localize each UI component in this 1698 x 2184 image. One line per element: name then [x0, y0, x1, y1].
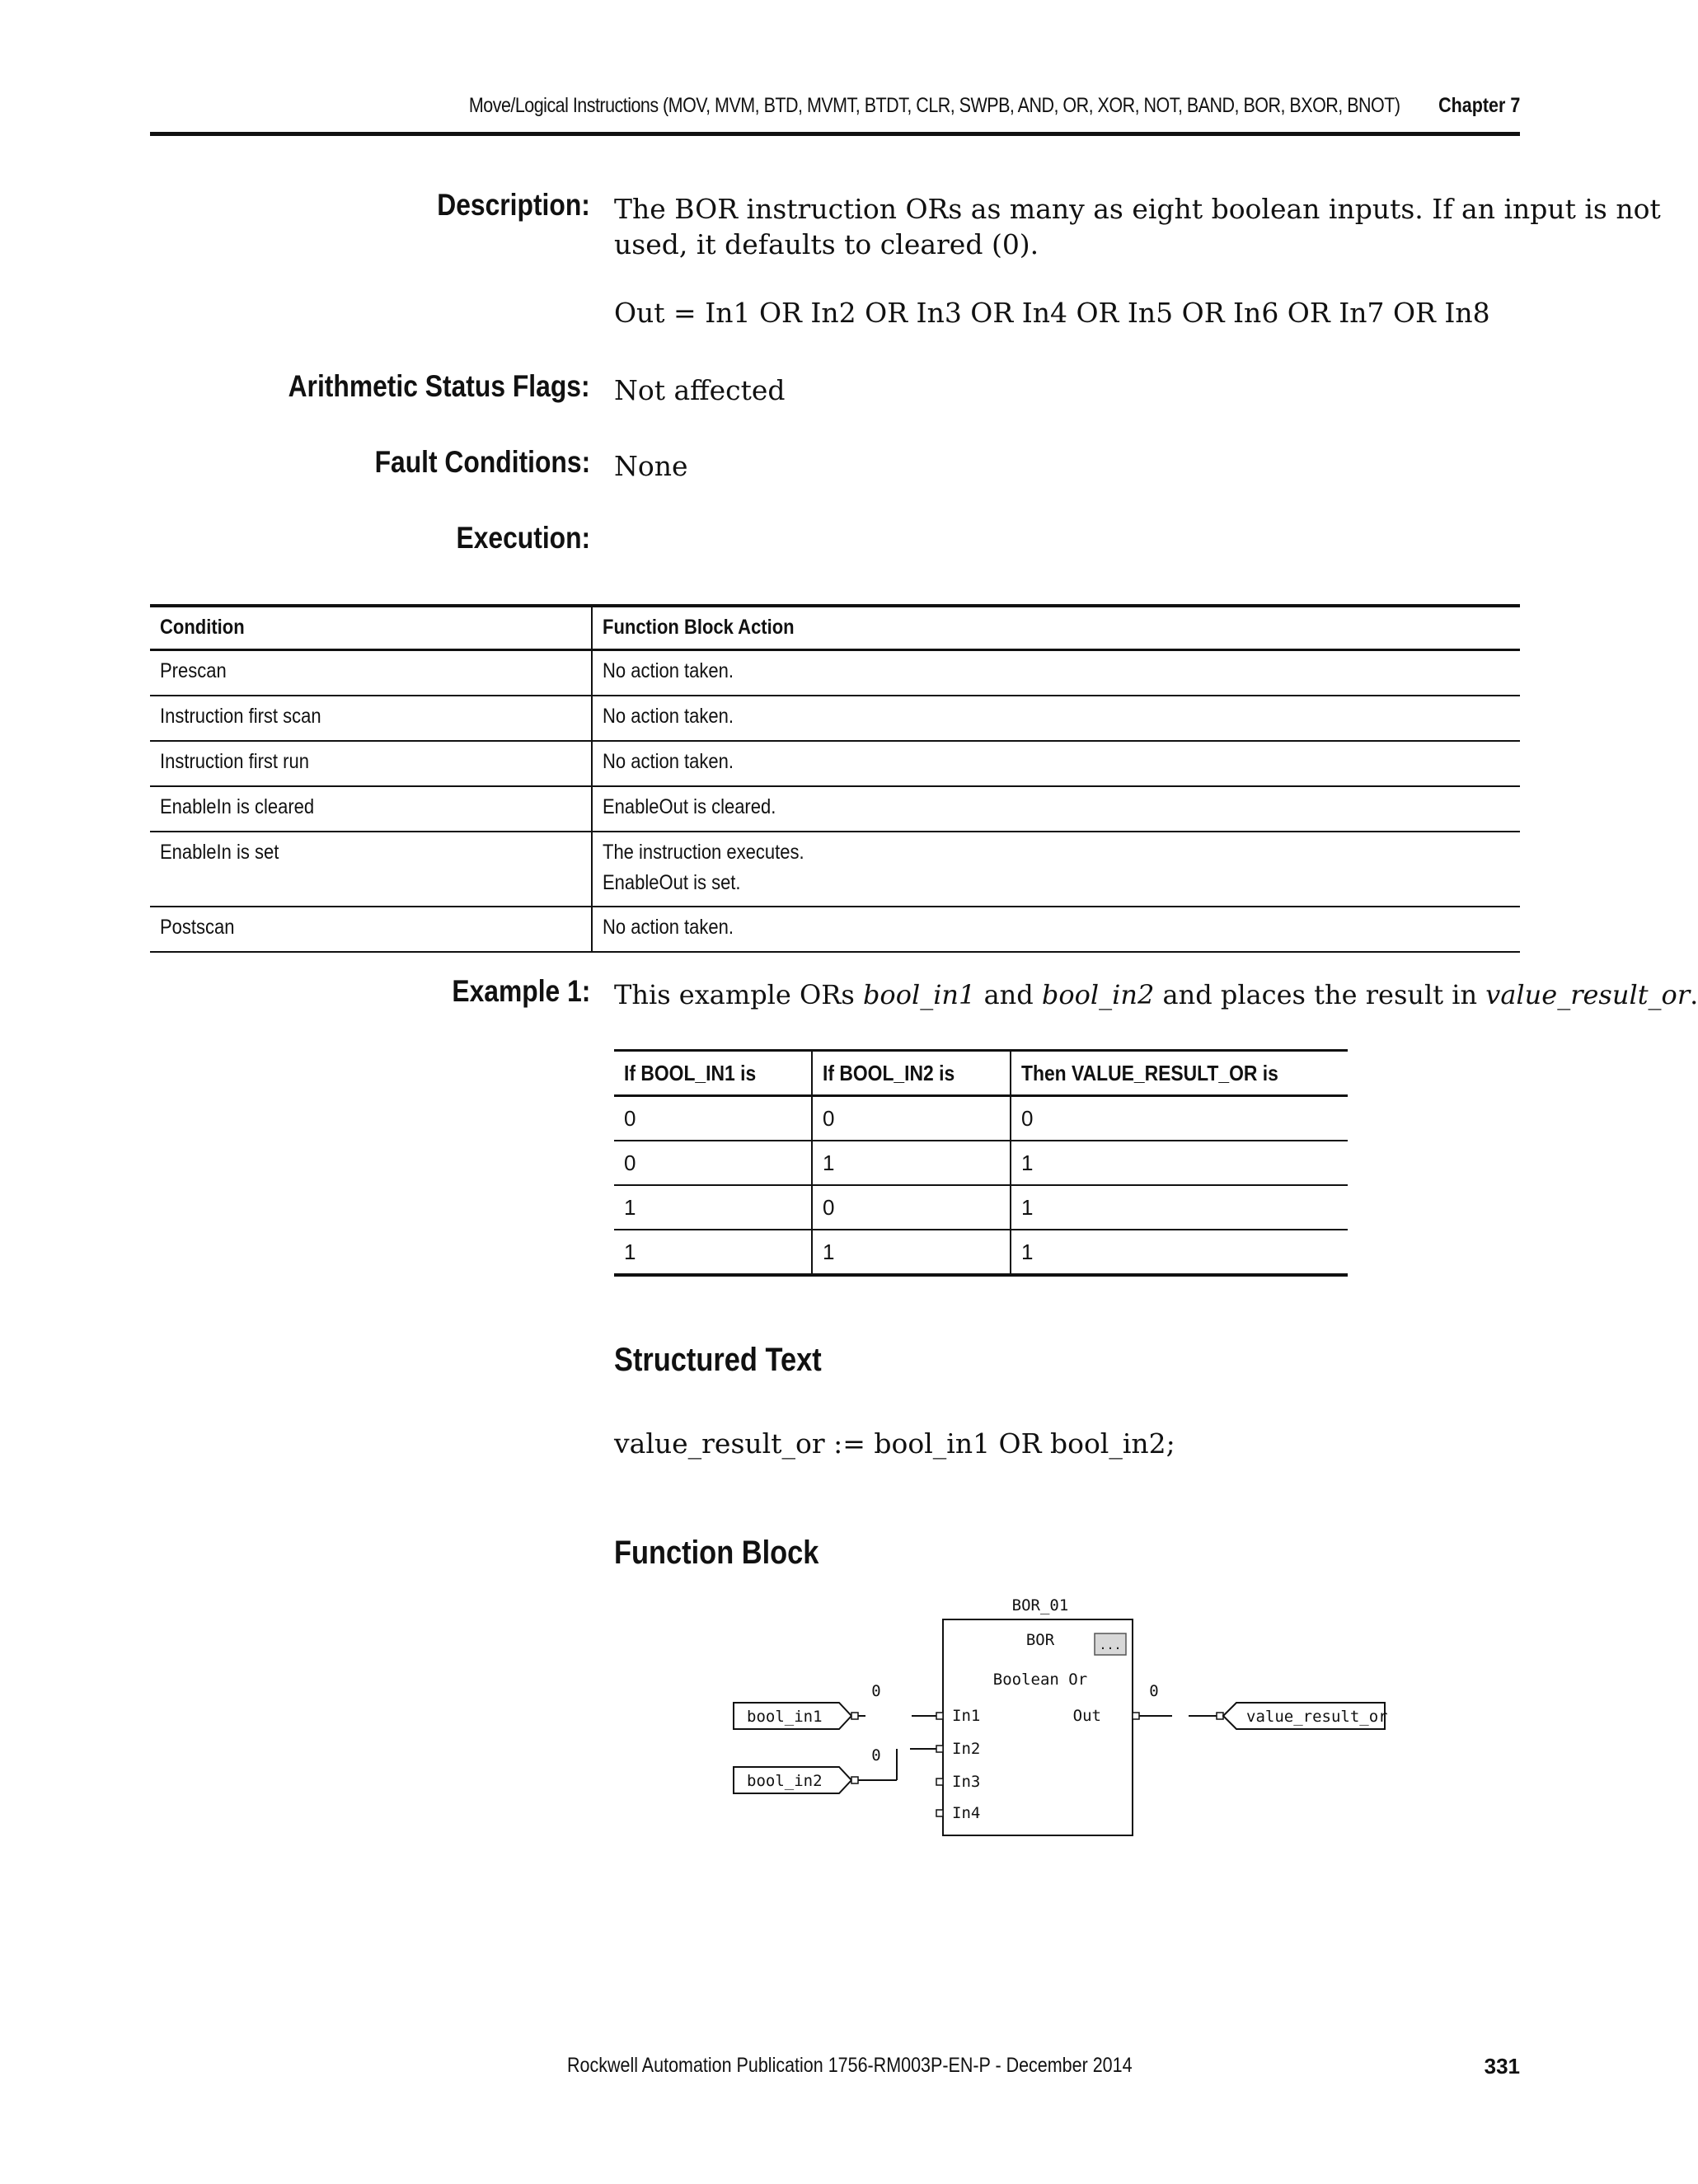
- flags-value: Not affected: [614, 374, 786, 406]
- action-cell: No action taken.: [592, 907, 1520, 952]
- svg-text:In1: In1: [952, 1707, 981, 1725]
- svg-text:bool_in2: bool_in2: [747, 1772, 823, 1790]
- input-value-2: 0: [871, 1746, 881, 1765]
- svg-text:value_result_or: value_result_or: [1246, 1708, 1388, 1726]
- table-row: [614, 1096, 1348, 1141]
- block-description: Boolean Or: [992, 1671, 1088, 1689]
- table-row: [150, 650, 1520, 696]
- table-row: [614, 1185, 1348, 1230]
- description-line-1: The BOR instruction ORs as many as eight boolean inputs. If an input is not: [614, 193, 1661, 225]
- table-row: [150, 786, 1520, 832]
- column-header: Then VALUE_RESULT_OR is: [1011, 1051, 1348, 1096]
- table-cell: 1: [1011, 1185, 1348, 1230]
- table-cell: 1: [614, 1185, 812, 1230]
- table-cell: 1: [614, 1230, 812, 1275]
- table-cell: 0: [812, 1185, 1011, 1230]
- properties-button-label: ...: [1099, 1638, 1122, 1652]
- action-cell: No action taken.: [592, 741, 1520, 786]
- svg-text:In4: In4: [952, 1804, 981, 1822]
- table-header-row: [150, 606, 1520, 650]
- example-var-bool-in1: bool_in1: [862, 979, 976, 1010]
- running-header: [150, 89, 1520, 136]
- chapter-label: Chapter 7: [1438, 94, 1520, 117]
- footer-publication: Rockwell Automation Publication 1756-RM003P-EN-P - December 2014: [567, 2054, 1133, 2077]
- example-text-d: .: [1690, 979, 1698, 1010]
- structured-text-heading: Structured Text: [614, 1342, 822, 1378]
- action-cell: No action taken.: [592, 696, 1520, 741]
- table-row: [614, 1230, 1348, 1275]
- table-row: [150, 832, 1520, 907]
- table-cell: 0: [812, 1096, 1011, 1141]
- input-reference-bool-in1[interactable]: [734, 1703, 858, 1729]
- table-cell: 1: [1011, 1141, 1348, 1185]
- execution-table: [150, 604, 1520, 953]
- structured-text-code: value_result_or := bool_in1 OR bool_in2;: [614, 1427, 1175, 1460]
- action-cell: EnableOut is cleared.: [592, 786, 1520, 832]
- table-header-row: [614, 1051, 1348, 1096]
- action-cell: The instruction executes. EnableOut is set.: [592, 832, 1520, 907]
- table-cell: 0: [614, 1141, 812, 1185]
- table-row: [150, 741, 1520, 786]
- svg-text:In3: In3: [952, 1773, 981, 1791]
- svg-text:Out: Out: [1072, 1707, 1101, 1725]
- example-text-a: This example ORs: [614, 979, 863, 1010]
- execution-label: Execution:: [456, 521, 590, 555]
- output-reference-value-result-or[interactable]: [1217, 1703, 1388, 1729]
- column-header: Condition: [150, 606, 592, 650]
- header-title: Move/Logical Instructions (MOV, MVM, BTD, MVMT, BTDT, CLR, SWPB, AND, OR, XOR, NOT, BAND, BOR, BXOR, BNOT): [469, 94, 1400, 117]
- function-block-heading: Function Block: [614, 1535, 819, 1571]
- column-header: If BOOL_IN1 is: [614, 1051, 812, 1096]
- block-type: BOR: [1025, 1631, 1055, 1649]
- table-row: [150, 696, 1520, 741]
- input-value-1: 0: [871, 1682, 881, 1700]
- svg-text:In2: In2: [952, 1740, 981, 1758]
- example-var-bool-in2: bool_in2: [1041, 979, 1155, 1010]
- description-line-2: used, it defaults to cleared (0).: [614, 228, 1039, 260]
- page-number: 331: [1484, 2054, 1520, 2079]
- condition-cell: Prescan: [150, 650, 592, 696]
- input-reference-bool-in2[interactable]: [734, 1767, 858, 1793]
- condition-cell: EnableIn is set: [150, 832, 592, 907]
- column-header: Function Block Action: [592, 606, 1520, 650]
- faults-label: Fault Conditions:: [374, 445, 590, 479]
- example-label: Example 1:: [451, 974, 590, 1008]
- table-row: [614, 1141, 1348, 1185]
- table-cell: 1: [812, 1230, 1011, 1275]
- table-row: [150, 907, 1520, 952]
- truth-table: [614, 1049, 1348, 1277]
- condition-cell: Instruction first scan: [150, 696, 592, 741]
- condition-cell: Postscan: [150, 907, 592, 952]
- table-cell: 1: [1011, 1230, 1348, 1275]
- example-var-result: value_result_or: [1485, 979, 1691, 1010]
- output-value: 0: [1149, 1682, 1159, 1700]
- table-cell: 0: [614, 1096, 812, 1141]
- action-cell: No action taken.: [592, 650, 1520, 696]
- condition-cell: EnableIn is cleared: [150, 786, 592, 832]
- table-cell: 1: [812, 1141, 1011, 1185]
- function-block-diagram: [717, 1596, 1401, 1854]
- flags-label: Arithmetic Status Flags:: [288, 369, 590, 403]
- svg-text:bool_in1: bool_in1: [747, 1708, 823, 1726]
- faults-value: None: [614, 450, 688, 482]
- example-text-b: and: [975, 979, 1042, 1010]
- formula: Out = In1 OR In2 OR In3 OR In4 OR In5 OR In6 OR In7 OR In8: [614, 297, 1490, 329]
- description-text: [614, 191, 1661, 262]
- condition-cell: Instruction first run: [150, 741, 592, 786]
- example-text-c: and places the result in: [1154, 979, 1486, 1010]
- description-label: Description:: [437, 188, 590, 222]
- example-text: [614, 977, 1698, 1013]
- column-header: If BOOL_IN2 is: [812, 1051, 1011, 1096]
- block-tag: BOR_01: [1011, 1596, 1069, 1615]
- table-cell: 0: [1011, 1096, 1348, 1141]
